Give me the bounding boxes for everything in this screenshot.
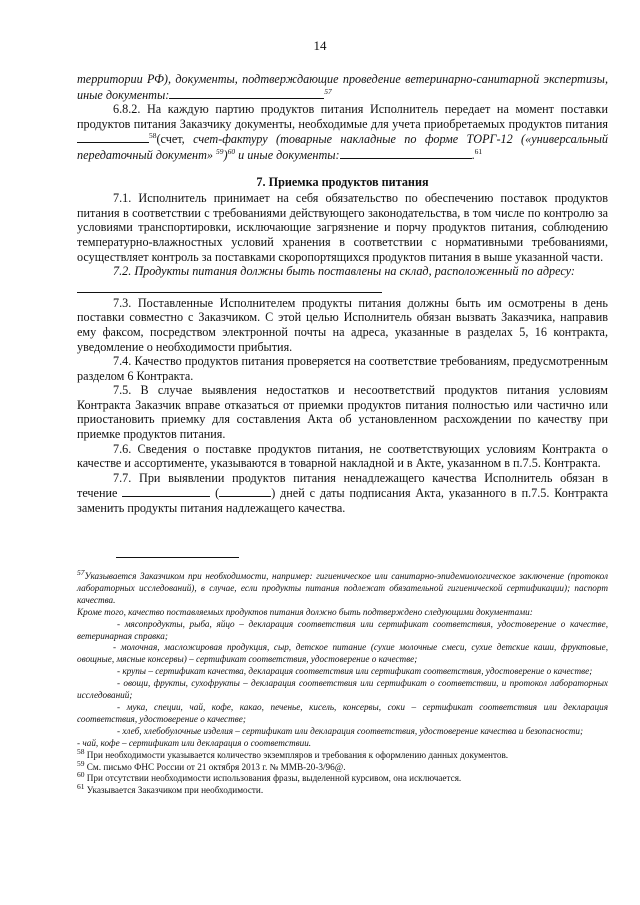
- clause-text-italic: и иные документы:: [238, 147, 340, 162]
- page-number: 14: [313, 38, 327, 53]
- clause-7-3: 7.3. Поставленные Исполнителем продукты питания должны быть им осмотрены в день поставки совместно с Заказчиком. С этой целью Исполнитель обязан вызвать Заказчика, направив ему факсом, посредством электронной почты на адреса, указанные в разделах 5, 16 контракта, уведомление о необходимости прибытия.: [77, 295, 608, 354]
- blank-field: [77, 131, 149, 143]
- footnote-ref: 60: [227, 146, 236, 156]
- footnote-57: [77, 567, 608, 607]
- blank-field: [122, 485, 210, 497]
- address-blank-field: [77, 279, 382, 293]
- blank-field: [340, 147, 472, 159]
- continued-text: территории РФ), документы, подтверждающие проведение ветеринарно-санитарной экспертизы, иные документы:: [77, 72, 608, 102]
- footnote-ref: 58: [149, 131, 157, 141]
- footnote-item: - чай, кофе – сертификат или декларация о соответствии.: [77, 737, 312, 748]
- footnote-text: При необходимости указывается количество экземпляров и требования к оформлению данных документов.: [86, 749, 509, 760]
- footnote-57-extra: Кроме того, качество поставляемых продуктов питания должно быть подтверждено следующими документами:: [77, 606, 533, 617]
- footnote-text: Указывается Заказчиком при необходимости.: [86, 785, 264, 796]
- footnote-text: См. письмо ФНС России от 21 октября 2013 г. № ММВ-20-3/96@.: [86, 761, 346, 772]
- clause-7-2: 7.2. Продукты питания должны быть поставлены на склад, расположенный по адресу:: [113, 264, 575, 279]
- footnote-text: Указывается Заказчиком при необходимости, например: гигиеническое или санитарно-эпидемиологическое заключение (протокол лабораторных исследований), в случае, если продукты питания подлежат обязательной гигиенической сертификации); паспорт качества.: [77, 571, 608, 605]
- continued-paragraph: [77, 72, 608, 102]
- footnote-item: - молочная, масложировая продукция, сыр, детское питание (сухие молочные смеси, сухие детские каши, фруктовые, овощные, мясные консервы) – сертификат соответствия, удостоверение о качестве;: [77, 642, 608, 665]
- clause-7-6: 7.6. Сведения о поставке продуктов питания, не соответствующих условиям Контракта о качестве и ассортименте, указываются в товарной накладной и в Акте, указанном в п.7.5. Контракта.: [77, 441, 608, 471]
- clause-7-1: 7.1. Исполнитель принимает на себя обязательство по обеспечению поставок продуктов питания в соответствии с требованиями действующего законодательства, в том числе по контролю за условиями транспортировки, исключающие загрязнение и порчу продуктов питания, соблюдению температурно-влажностных условий хранения в соответствии с нормативными требованиями, осуществляет контроль за поставками скоропортящихся продуктов питания в выше указанной части.: [77, 191, 608, 264]
- clause-7-7: [77, 471, 608, 516]
- clause-text: 6.8.2. На каждую партию продуктов питания Исполнитель передает на момент поставки продуктов питания Заказчику документы, необходимые для учета приобретаемых продуктов питания: [77, 102, 608, 131]
- footnote-item: - крупы – сертификат качества, декларация соответствия или сертификат соответствия, удостоверение о качестве;: [117, 666, 593, 677]
- footnote-number: 58: [77, 746, 85, 756]
- clause-text-italic: ): [223, 147, 228, 162]
- footnote-58: [77, 746, 608, 762]
- footnote-separator: [116, 557, 239, 558]
- footnote-ref: 59: [216, 146, 224, 156]
- footnote-item: - мясопродукты, рыба, яйцо – декларация соответствия или сертификат соответствия, удостоверение о качестве, ветеринарная справка;: [77, 618, 608, 641]
- footnote-text: При отсутствии необходимости использования фразы, выделенной курсивом, она исключается.: [86, 773, 462, 784]
- footnotes: [77, 567, 608, 797]
- footnote-ref: 61: [474, 146, 483, 156]
- clause-6-8-2: 6.8.2. На каждую партию продуктов питания Исполнитель передает на момент поставки продуктов питания Заказчику документы, необходимые для учета приобретаемых продуктов питания $^{58}$(счет, счет-фактуру (товарные накладные по форме ТОРГ-12 («универсальный передаточный документ» $^{59}$)$^{60}$ и иные документы: .$^{61}$: [77, 102, 608, 162]
- footnote-number: 57: [77, 567, 85, 577]
- footnote-number: 61: [77, 782, 85, 792]
- clause-text-italic: счет-фактуру (товарные накладные по форме ТОРГ-12 («универсальный передаточный документ»: [77, 132, 608, 162]
- clause-7-5: 7.5. В случае выявления недостатков и несоответствий продуктов питания условиям Контракта Заказчик вправе отказаться от приемки продуктов питания полностью или частично или приостановить приемку для составления Акта об установленном расхождении по качеству при приемке продуктов питания.: [77, 383, 608, 442]
- section-title: 7. Приемка продуктов питания: [256, 174, 429, 189]
- clause-text: ) дней с даты подписания Акта, указанного в п.7.5. Контракта заменить продукты питания надлежащего качества.: [77, 486, 609, 516]
- footnote-61: [77, 782, 608, 797]
- footnote-item: - мука, специи, чай, кофе, какао, печенье, кисель, консервы, соки – сертификат соответствия или декларация соответствия, удостоверение о качестве;: [77, 701, 608, 724]
- footnote-number: 60: [77, 770, 85, 780]
- clause-text: (: [215, 486, 220, 501]
- blank-field: [219, 485, 271, 497]
- footnote-number: 59: [77, 758, 85, 768]
- footnote-59: [77, 758, 608, 774]
- clause-text: (счет,: [156, 132, 185, 147]
- clause-7-4: 7.4. Качество продуктов питания проверяется на соответствие требованиям, предусмотренным разделом 6 Контракта.: [77, 354, 608, 383]
- document-body: [77, 72, 608, 516]
- footnote-item: - овощи, фрукты, сухофрукты – декларация соответствия или сертификат о соответствии, и протокол лабораторных исследований;: [77, 678, 608, 701]
- footnote-item: - хлеб, хлебобулочные изделия – сертификат или декларация соответствия, удостоверение качества и безопасности;: [117, 725, 584, 736]
- blank-field: [169, 87, 324, 99]
- footnote-60: [77, 770, 608, 785]
- clause-text: 7.7. При выявлении продуктов питания ненадлежащего качества Исполнитель обязан в течение: [77, 470, 608, 501]
- footnote-ref: 57: [324, 86, 332, 96]
